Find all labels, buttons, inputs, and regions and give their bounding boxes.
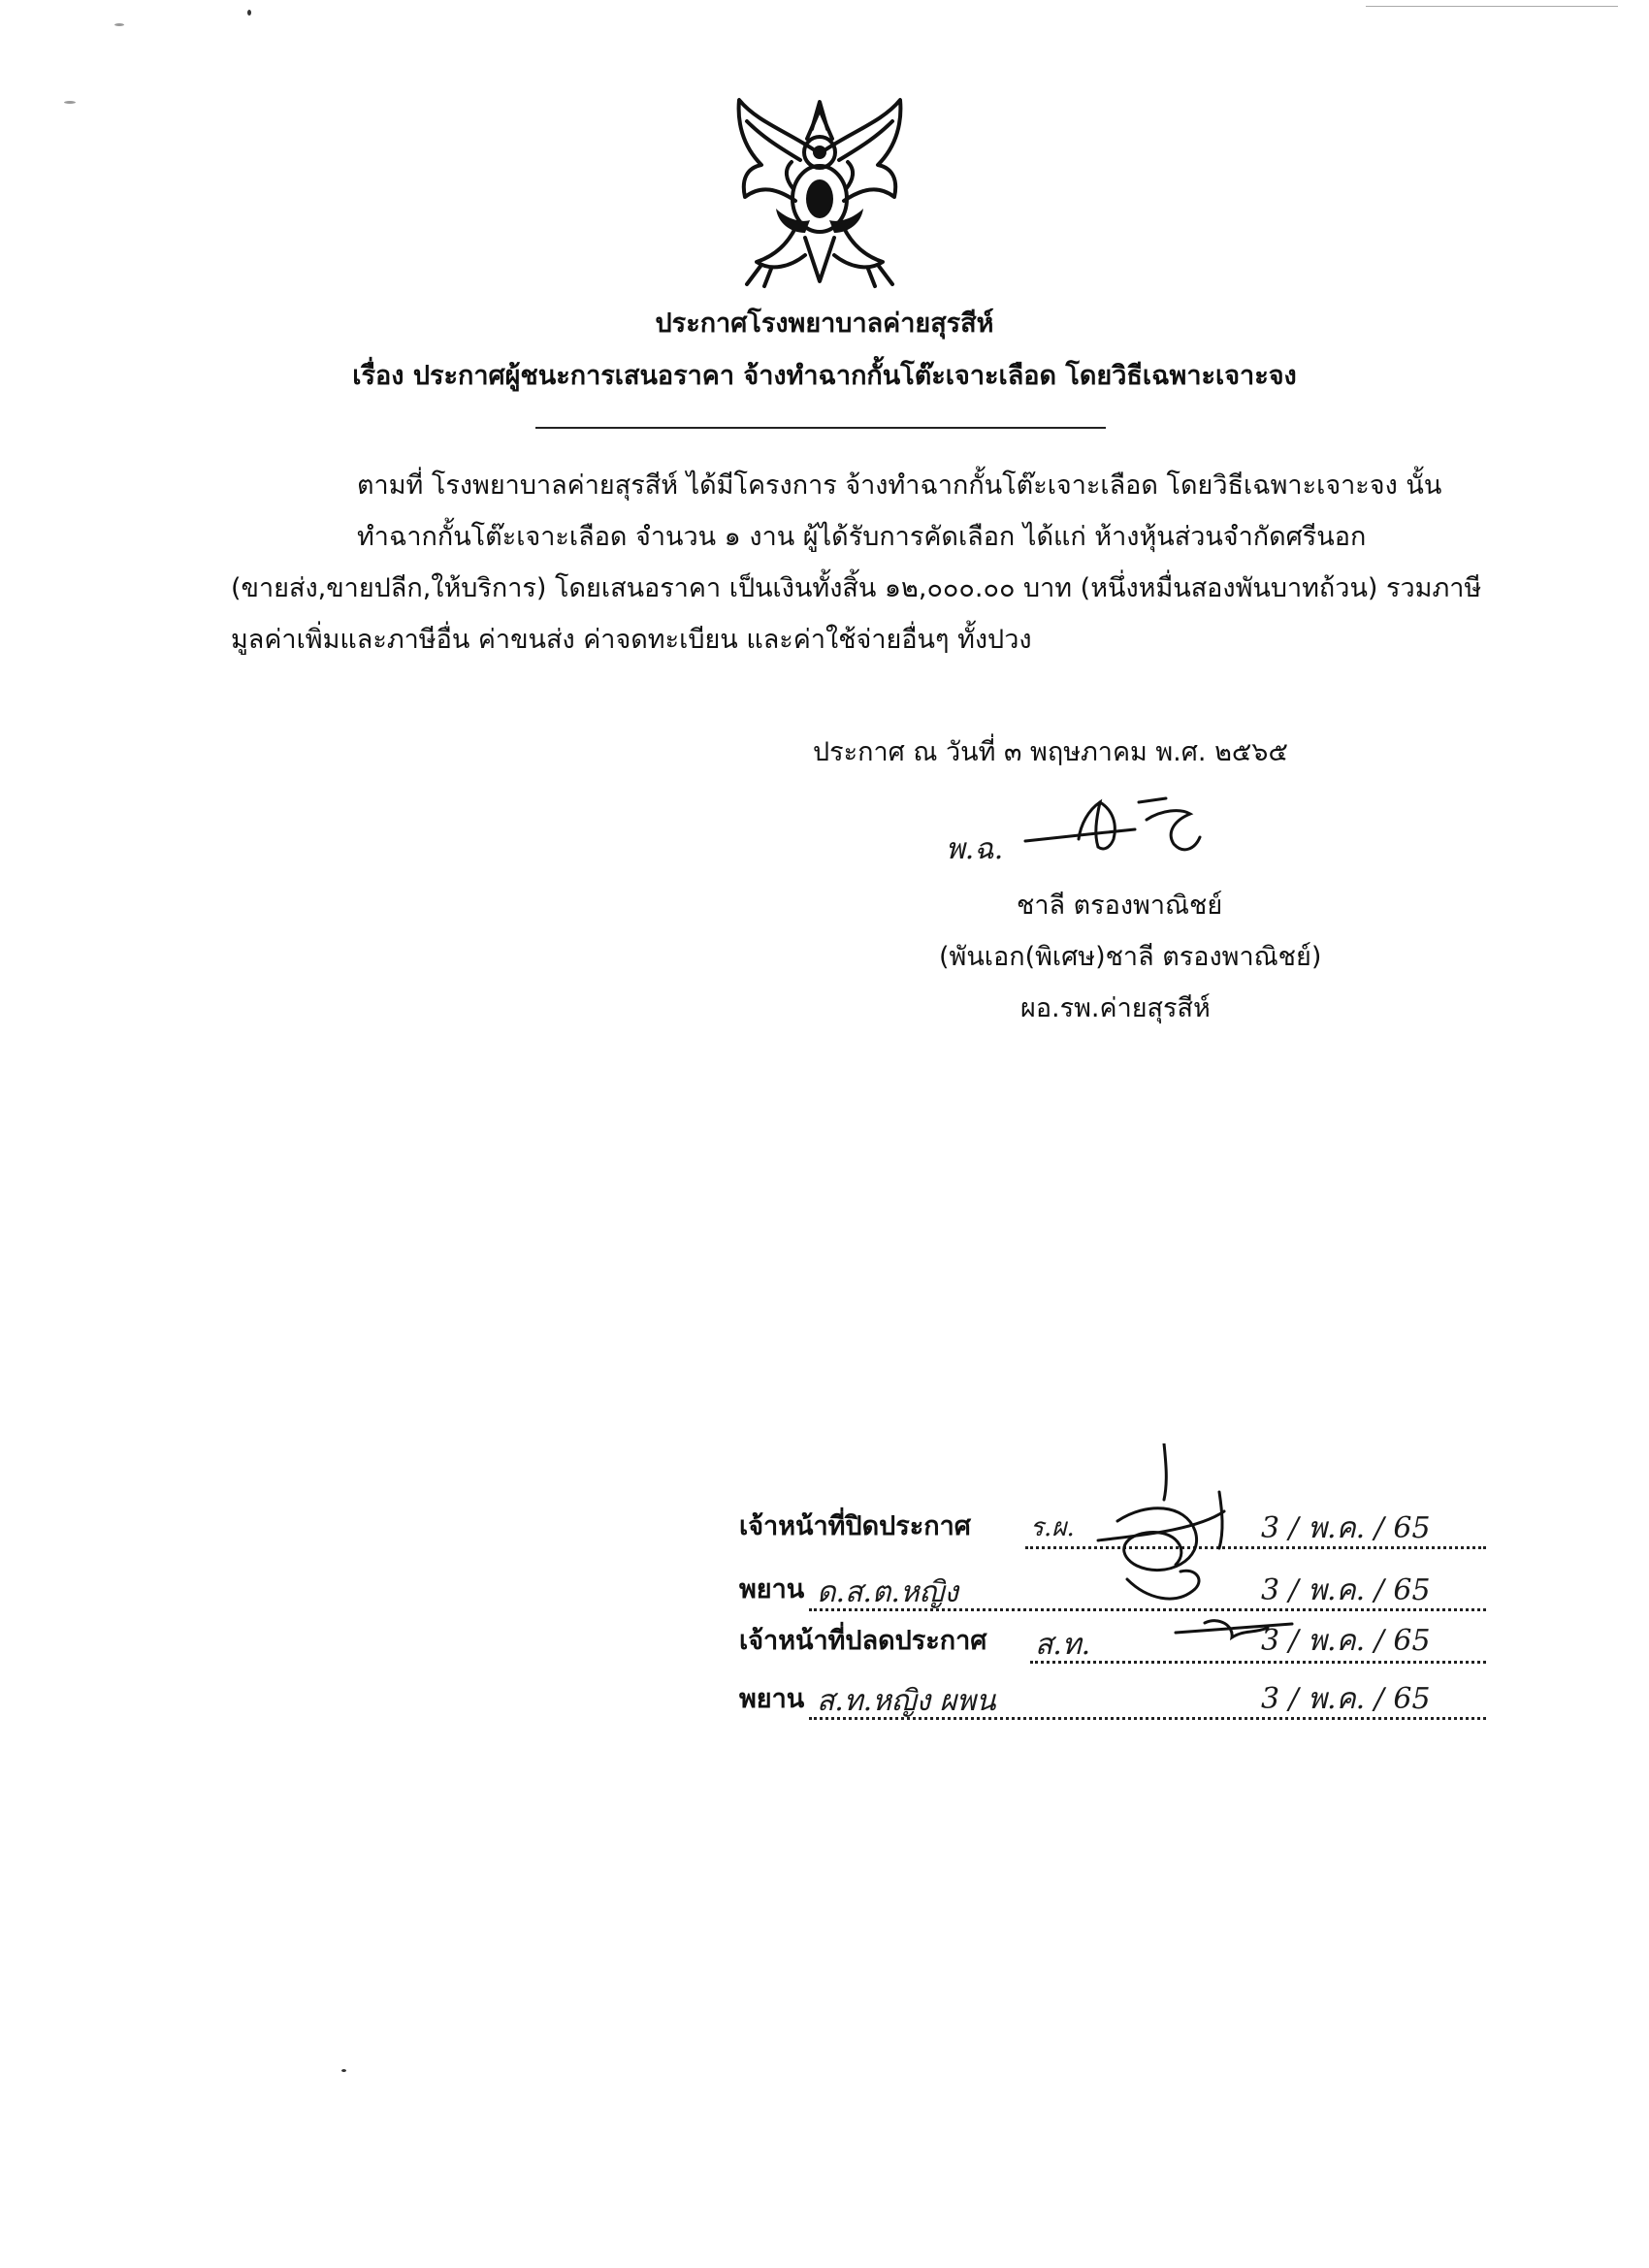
handwritten-entry: ส.ท.	[1035, 1628, 1091, 1662]
signatory-name: ชาลี ตรองพาณิชย์	[1017, 891, 1223, 921]
announcement-date: ประกาศ ณ วันที่ ๓ พฤษภาคม พ.ศ. ๒๕๖๕	[813, 737, 1288, 767]
witness-signature-scribble	[1059, 1443, 1311, 1696]
garuda-emblem-icon	[718, 92, 922, 291]
posting-row-label: พยาน	[739, 1574, 805, 1604]
posting-record	[739, 1502, 1515, 1754]
posting-row-label: เจ้าหน้าที่ปลดประกาศ	[739, 1626, 987, 1656]
scan-speck	[341, 2069, 346, 2072]
posting-date: 3 / พ.ค. / 65	[1261, 1573, 1431, 1607]
posting-date: 3 / พ.ค. / 65	[1261, 1511, 1431, 1545]
posting-date: 3 / พ.ค. / 65	[1261, 1624, 1431, 1658]
signatory-position: ผอ.รพ.ค่ายสุรสีห์	[1020, 993, 1211, 1023]
body-line-1: ตามที่ โรงพยาบาลค่ายสุรสีห์ ได้มีโครงการ จ้างทำฉากกั้นโต๊ะเจาะเลือด โดยวิธีเฉพาะเจาะจง นั้น	[357, 470, 1442, 501]
scan-speck	[114, 23, 124, 26]
posting-row-label: เจ้าหน้าที่ปิดประกาศ	[739, 1511, 971, 1541]
posting-date: 3 / พ.ค. / 65	[1261, 1682, 1431, 1716]
scan-speck	[247, 10, 251, 16]
handwritten-entry: ด.ส.ต.หญิง	[817, 1575, 958, 1609]
handwritten-entry: ส.ท.หญิง ผพน	[817, 1684, 996, 1718]
posting-row-label: พยาน	[739, 1684, 805, 1714]
body-line-2: ทำฉากกั้นโต๊ะเจาะเลือด จำนวน ๑ งาน ผู้ได้รับการคัดเลือก ได้แก่ ห้างหุ้นส่วนจำกัดศรีนอก	[357, 522, 1367, 552]
document-title: ประกาศโรงพยาบาลค่ายสุรสีห์	[655, 308, 994, 339]
signature-scribble	[1020, 791, 1214, 868]
subject-line: เรื่อง ประกาศผู้ชนะการเสนอราคา จ้างทำฉากกั้นโต๊ะเจาะเลือด โดยวิธีเฉพาะเจาะจง	[352, 361, 1297, 391]
title-underline	[535, 427, 1106, 429]
scan-edge-line	[1366, 6, 1618, 7]
signatory-rank-name: (พันเอก(พิเศษ)ชาลี ตรองพาณิชย์)	[939, 942, 1322, 972]
handwritten-entry: ร.ผ.	[1030, 1513, 1075, 1542]
body-line-3: (ขายส่ง,ขายปลีก,ให้บริการ) โดยเสนอราคา เป็นเงินทั้งสิ้น ๑๒,๐๐๐.๐๐ บาท (หนึ่งหมื่นสองพันบาทถ้วน) รวมภาษี	[231, 573, 1482, 603]
signature-prefix: พ.ฉ.	[946, 832, 1004, 866]
body-line-4: มูลค่าเพิ่มและภาษีอื่น ค่าขนส่ง ค่าจดทะเบียน และค่าใช้จ่ายอื่นๆ ทั้งปวง	[231, 625, 1032, 655]
scan-speck	[64, 101, 76, 104]
